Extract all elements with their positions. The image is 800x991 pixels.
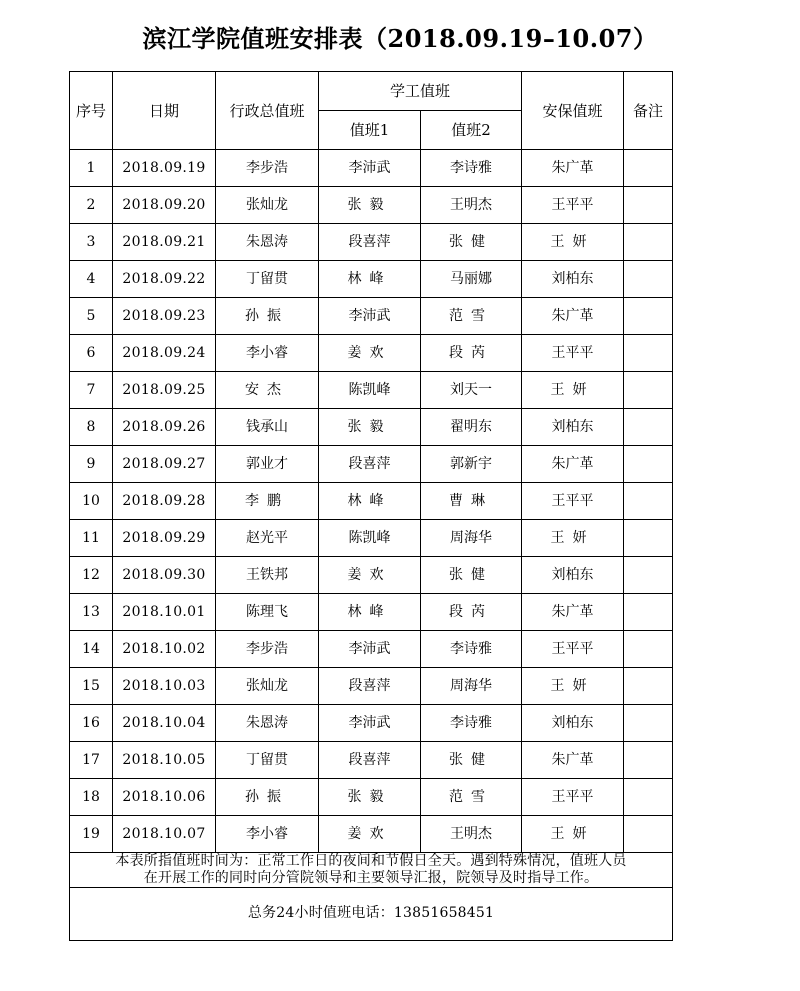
footer-note-cell [70,853,673,888]
cell-date: 2018.09.19 [113,150,216,187]
cell-duty-2: 范雪 [421,298,522,335]
column-header-index: 序号 [70,72,113,150]
column-header-duty-2: 值班2 [421,111,522,150]
cell-security-duty: 王妍 [522,224,624,261]
footer-note-row [70,853,673,888]
cell-duty-2: 李诗雅 [421,705,522,742]
cell-date: 2018.10.05 [113,742,216,779]
table-row [70,594,673,631]
column-header-admin-duty: 行政总值班 [216,72,319,150]
table-row [70,261,673,298]
cell-index: 1 [70,150,113,187]
table-row [70,446,673,483]
cell-duty-2: 张健 [421,557,522,594]
cell-admin-duty: 赵光平 [216,520,319,557]
duty-schedule-table-container [69,71,673,941]
cell-security-duty: 王平平 [522,779,624,816]
table-row [70,779,673,816]
cell-date: 2018.09.22 [113,261,216,298]
cell-remark [624,557,673,594]
cell-remark [624,298,673,335]
cell-date: 2018.09.25 [113,372,216,409]
cell-duty-2: 曹琳 [421,483,522,520]
cell-admin-duty: 丁留贯 [216,261,319,298]
cell-remark [624,150,673,187]
cell-admin-duty: 丁留贯 [216,742,319,779]
cell-duty-1: 李沛武 [319,705,421,742]
cell-index: 10 [70,483,113,520]
cell-index: 15 [70,668,113,705]
cell-security-duty: 朱广革 [522,150,624,187]
cell-date: 2018.09.30 [113,557,216,594]
cell-duty-2: 王明杰 [421,816,522,853]
cell-duty-1: 姜欢 [319,335,421,372]
cell-duty-1: 段喜萍 [319,224,421,261]
cell-admin-duty: 李小睿 [216,816,319,853]
cell-admin-duty: 李步浩 [216,631,319,668]
table-row [70,483,673,520]
table-row [70,520,673,557]
cell-duty-2: 张健 [421,224,522,261]
table-header [70,72,673,150]
cell-security-duty: 朱广革 [522,298,624,335]
cell-duty-1: 陈凯峰 [319,372,421,409]
cell-admin-duty: 朱恩涛 [216,224,319,261]
duty-schedule-table [69,71,673,941]
table-row [70,557,673,594]
cell-security-duty: 朱广革 [522,742,624,779]
cell-admin-duty: 张灿龙 [216,187,319,224]
cell-security-duty: 王妍 [522,372,624,409]
cell-admin-duty: 李步浩 [216,150,319,187]
column-header-student-affairs-duty: 学工值班 [319,72,522,111]
footer-note-line-2: 在开展工作的同时向分管院领导和主要领导汇报，院领导及时指导工作。 [143,869,599,886]
footer-phone-row [70,887,673,940]
table-row [70,150,673,187]
cell-admin-duty: 李鹏 [216,483,319,520]
cell-duty-2: 周海华 [421,520,522,557]
cell-index: 17 [70,742,113,779]
cell-date: 2018.09.28 [113,483,216,520]
table-row [70,631,673,668]
cell-security-duty: 王平平 [522,631,624,668]
cell-admin-duty: 钱承山 [216,409,319,446]
cell-admin-duty: 张灿龙 [216,668,319,705]
cell-remark [624,594,673,631]
cell-duty-2: 范雪 [421,779,522,816]
cell-duty-1: 段喜萍 [319,446,421,483]
cell-admin-duty: 李小睿 [216,335,319,372]
cell-admin-duty: 孙振 [216,298,319,335]
cell-remark [624,668,673,705]
cell-duty-2: 王明杰 [421,187,522,224]
table-row [70,742,673,779]
cell-index: 9 [70,446,113,483]
table-body [70,150,673,853]
cell-duty-1: 张毅 [319,187,421,224]
cell-duty-1: 姜欢 [319,557,421,594]
table-row [70,409,673,446]
cell-index: 18 [70,779,113,816]
cell-remark [624,483,673,520]
cell-duty-2: 刘天一 [421,372,522,409]
cell-remark [624,372,673,409]
cell-security-duty: 王妍 [522,520,624,557]
cell-remark [624,446,673,483]
cell-index: 3 [70,224,113,261]
cell-remark [624,520,673,557]
cell-duty-2: 段芮 [421,335,522,372]
page-title: 滨江学院值班安排表（2018.09.19–10.07） [142,24,658,53]
cell-index: 12 [70,557,113,594]
cell-duty-1: 林峰 [319,483,421,520]
cell-security-duty: 朱广革 [522,594,624,631]
cell-remark [624,335,673,372]
cell-index: 8 [70,409,113,446]
cell-duty-2: 张健 [421,742,522,779]
cell-duty-2: 马丽娜 [421,261,522,298]
footer-note-line-1: 本表所指值班时间为：正常工作日的夜间和节假日全天。遇到特殊情况，值班人员 [115,853,627,869]
cell-security-duty: 朱广革 [522,446,624,483]
cell-duty-1: 姜欢 [319,816,421,853]
cell-security-duty: 刘柏东 [522,409,624,446]
table-header-row-primary [70,72,673,111]
cell-date: 2018.10.06 [113,779,216,816]
table-footer [70,853,673,941]
cell-remark [624,631,673,668]
cell-security-duty: 王平平 [522,335,624,372]
cell-remark [624,742,673,779]
table-row [70,705,673,742]
cell-admin-duty: 孙振 [216,779,319,816]
cell-security-duty: 王妍 [522,668,624,705]
cell-duty-2: 段芮 [421,594,522,631]
cell-duty-2: 李诗雅 [421,150,522,187]
cell-security-duty: 王妍 [522,816,624,853]
cell-duty-2: 周海华 [421,668,522,705]
cell-admin-duty: 朱恩涛 [216,705,319,742]
cell-remark [624,187,673,224]
cell-date: 2018.10.01 [113,594,216,631]
cell-date: 2018.09.23 [113,298,216,335]
cell-duty-1: 张毅 [319,779,421,816]
cell-admin-duty: 安杰 [216,372,319,409]
footer-phone-cell: 总务24小时值班电话：13851658451 [70,887,673,940]
cell-index: 4 [70,261,113,298]
cell-index: 2 [70,187,113,224]
cell-date: 2018.09.24 [113,335,216,372]
cell-duty-1: 陈凯峰 [319,520,421,557]
cell-security-duty: 刘柏东 [522,705,624,742]
cell-date: 2018.09.29 [113,520,216,557]
cell-date: 2018.10.07 [113,816,216,853]
cell-index: 6 [70,335,113,372]
cell-remark [624,224,673,261]
table-row [70,187,673,224]
column-header-duty-1: 值班1 [319,111,421,150]
cell-date: 2018.09.26 [113,409,216,446]
cell-date: 2018.10.02 [113,631,216,668]
cell-remark [624,816,673,853]
cell-duty-1: 林峰 [319,594,421,631]
column-header-remark: 备注 [624,72,673,150]
cell-index: 13 [70,594,113,631]
cell-date: 2018.09.27 [113,446,216,483]
cell-security-duty: 刘柏东 [522,261,624,298]
cell-duty-1: 李沛武 [319,631,421,668]
cell-admin-duty: 郭业才 [216,446,319,483]
table-row [70,372,673,409]
cell-date: 2018.09.21 [113,224,216,261]
cell-security-duty: 刘柏东 [522,557,624,594]
table-row [70,224,673,261]
cell-duty-1: 李沛武 [319,298,421,335]
cell-security-duty: 王平平 [522,187,624,224]
cell-duty-1: 张毅 [319,409,421,446]
cell-duty-2: 翟明东 [421,409,522,446]
cell-duty-1: 段喜萍 [319,668,421,705]
cell-duty-1: 李沛武 [319,150,421,187]
cell-index: 5 [70,298,113,335]
table-row [70,668,673,705]
table-row [70,816,673,853]
cell-admin-duty: 王铁邦 [216,557,319,594]
cell-admin-duty: 陈理飞 [216,594,319,631]
column-header-security-duty: 安保值班 [522,72,624,150]
cell-duty-2: 李诗雅 [421,631,522,668]
cell-index: 7 [70,372,113,409]
cell-remark [624,779,673,816]
cell-date: 2018.10.03 [113,668,216,705]
cell-index: 19 [70,816,113,853]
table-row [70,335,673,372]
cell-duty-1: 林峰 [319,261,421,298]
cell-duty-1: 段喜萍 [319,742,421,779]
cell-date: 2018.09.20 [113,187,216,224]
cell-remark [624,409,673,446]
cell-index: 16 [70,705,113,742]
cell-security-duty: 王平平 [522,483,624,520]
cell-duty-2: 郭新宇 [421,446,522,483]
table-row [70,298,673,335]
column-header-date: 日期 [113,72,216,150]
cell-index: 11 [70,520,113,557]
cell-remark [624,261,673,298]
cell-index: 14 [70,631,113,668]
cell-date: 2018.10.04 [113,705,216,742]
cell-remark [624,705,673,742]
